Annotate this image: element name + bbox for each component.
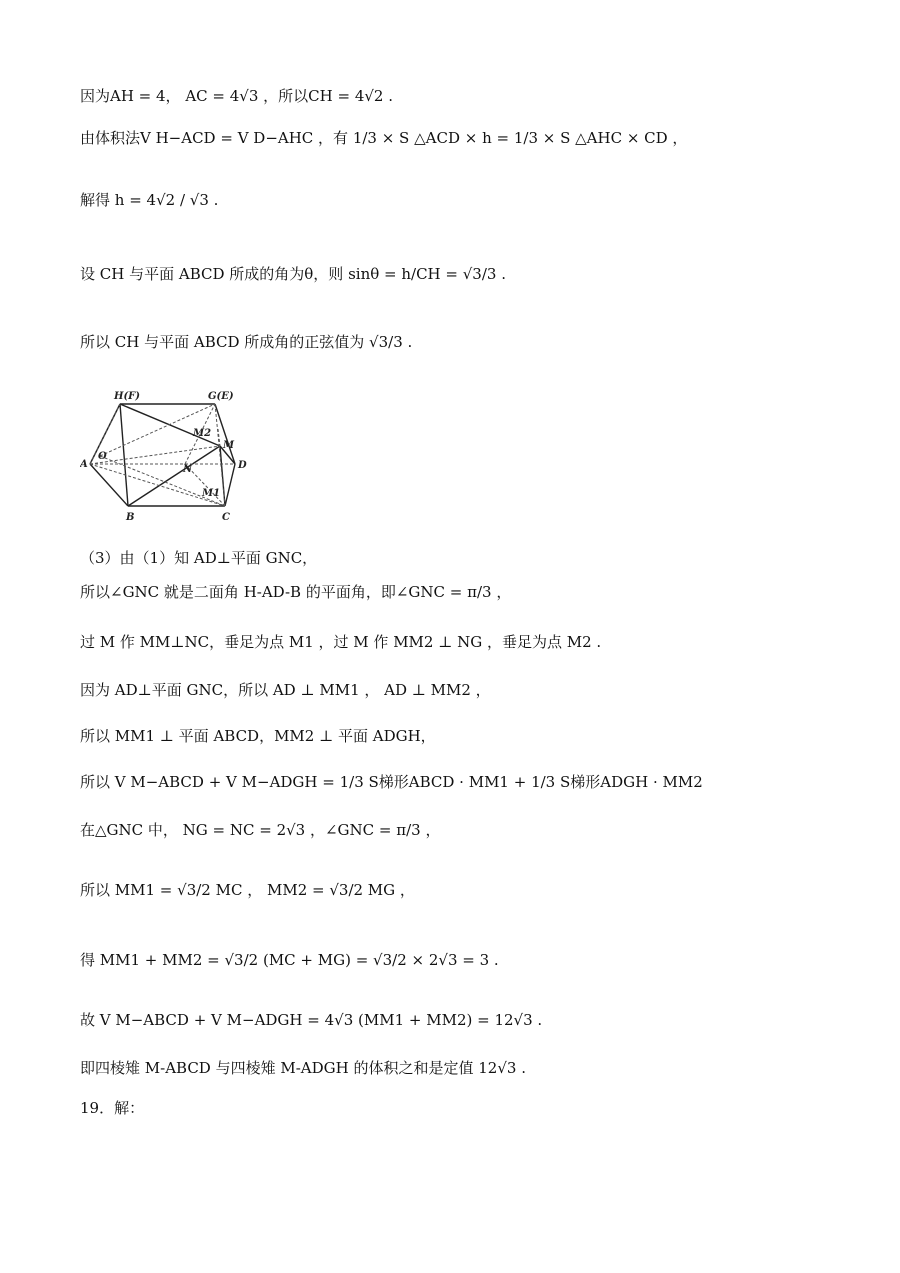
text-line-16: 即四棱雉 M-ABCD 与四棱雉 M-ADGH 的体积之和是定值 12√3 . bbox=[80, 1059, 526, 1077]
label-o: O bbox=[98, 451, 107, 462]
label-m1: M1 bbox=[202, 488, 221, 499]
label-m2: M2 bbox=[193, 428, 212, 439]
text-line-11: 所以 V M−ABCD + V M−ADGH = 1/3 S梯形ABCD · MM1 + 1/3 S梯形ADGH · MM2 bbox=[80, 773, 703, 791]
label-b: B bbox=[126, 512, 135, 523]
text-line-15: 故 V M−ABCD + V M−ADGH = 4√3 (MM1 + MM2) = 12√3 . bbox=[80, 1011, 543, 1029]
label-hf: H(F) bbox=[114, 391, 141, 402]
text-line-2: 由体积法V H−ACD = V D−AHC ，有 1/3 × S △ACD × h = 1/3 × S △AHC × CD ， bbox=[80, 129, 688, 147]
text-line-10: 所以 MM1 ⊥ 平面 ABCD，MM2 ⊥ 平面 ADGH， bbox=[80, 727, 436, 745]
label-m: M bbox=[223, 440, 235, 451]
text-line-9: 因为 AD⊥平面 GNC，所以 AD ⊥ MM1 ， AD ⊥ MM2 ， bbox=[80, 681, 491, 699]
text-line-3: 解得 h = 4√2 / √3 . bbox=[80, 191, 219, 209]
label-n: N bbox=[183, 464, 193, 475]
label-c: C bbox=[222, 512, 230, 523]
text-line-17: 19．解： bbox=[80, 1099, 145, 1117]
geometry-figure bbox=[80, 384, 250, 526]
label-d: D bbox=[238, 460, 247, 471]
label-ge: G(E) bbox=[208, 391, 234, 402]
text-line-12: 在△GNC 中， NG = NC = 2√3 ，∠GNC = π/3 ， bbox=[80, 821, 441, 839]
label-a: A bbox=[80, 459, 88, 470]
text-line-13: 所以 MM1 = √3/2 MC ， MM2 = √3/2 MG ， bbox=[80, 881, 415, 899]
text-line-14: 得 MM1 + MM2 = √3/2 (MC + MG) = √3/2 × 2√3 = 3 . bbox=[80, 951, 499, 969]
text-line-4: 设 CH 与平面 ABCD 所成的角为θ，则 sinθ = h/CH = √3/3 . bbox=[80, 265, 506, 283]
text-line-7: 所以∠GNC 就是二面角 H-AD-B 的平面角，即∠GNC = π/3 ， bbox=[80, 583, 512, 601]
text-line-6: （3）由（1）知 AD⊥平面 GNC， bbox=[80, 549, 318, 567]
text-line-1: 因为AH = 4， AC = 4√3 ，所以CH = 4√2 . bbox=[80, 87, 394, 105]
text-line-8: 过 M 作 MM⊥NC，垂足为点 M1 ，过 M 作 MM2 ⊥ NG ，垂足为点 M2 . bbox=[80, 633, 602, 651]
text-line-5: 所以 CH 与平面 ABCD 所成角的正弦值为 √3/3 . bbox=[80, 333, 413, 351]
